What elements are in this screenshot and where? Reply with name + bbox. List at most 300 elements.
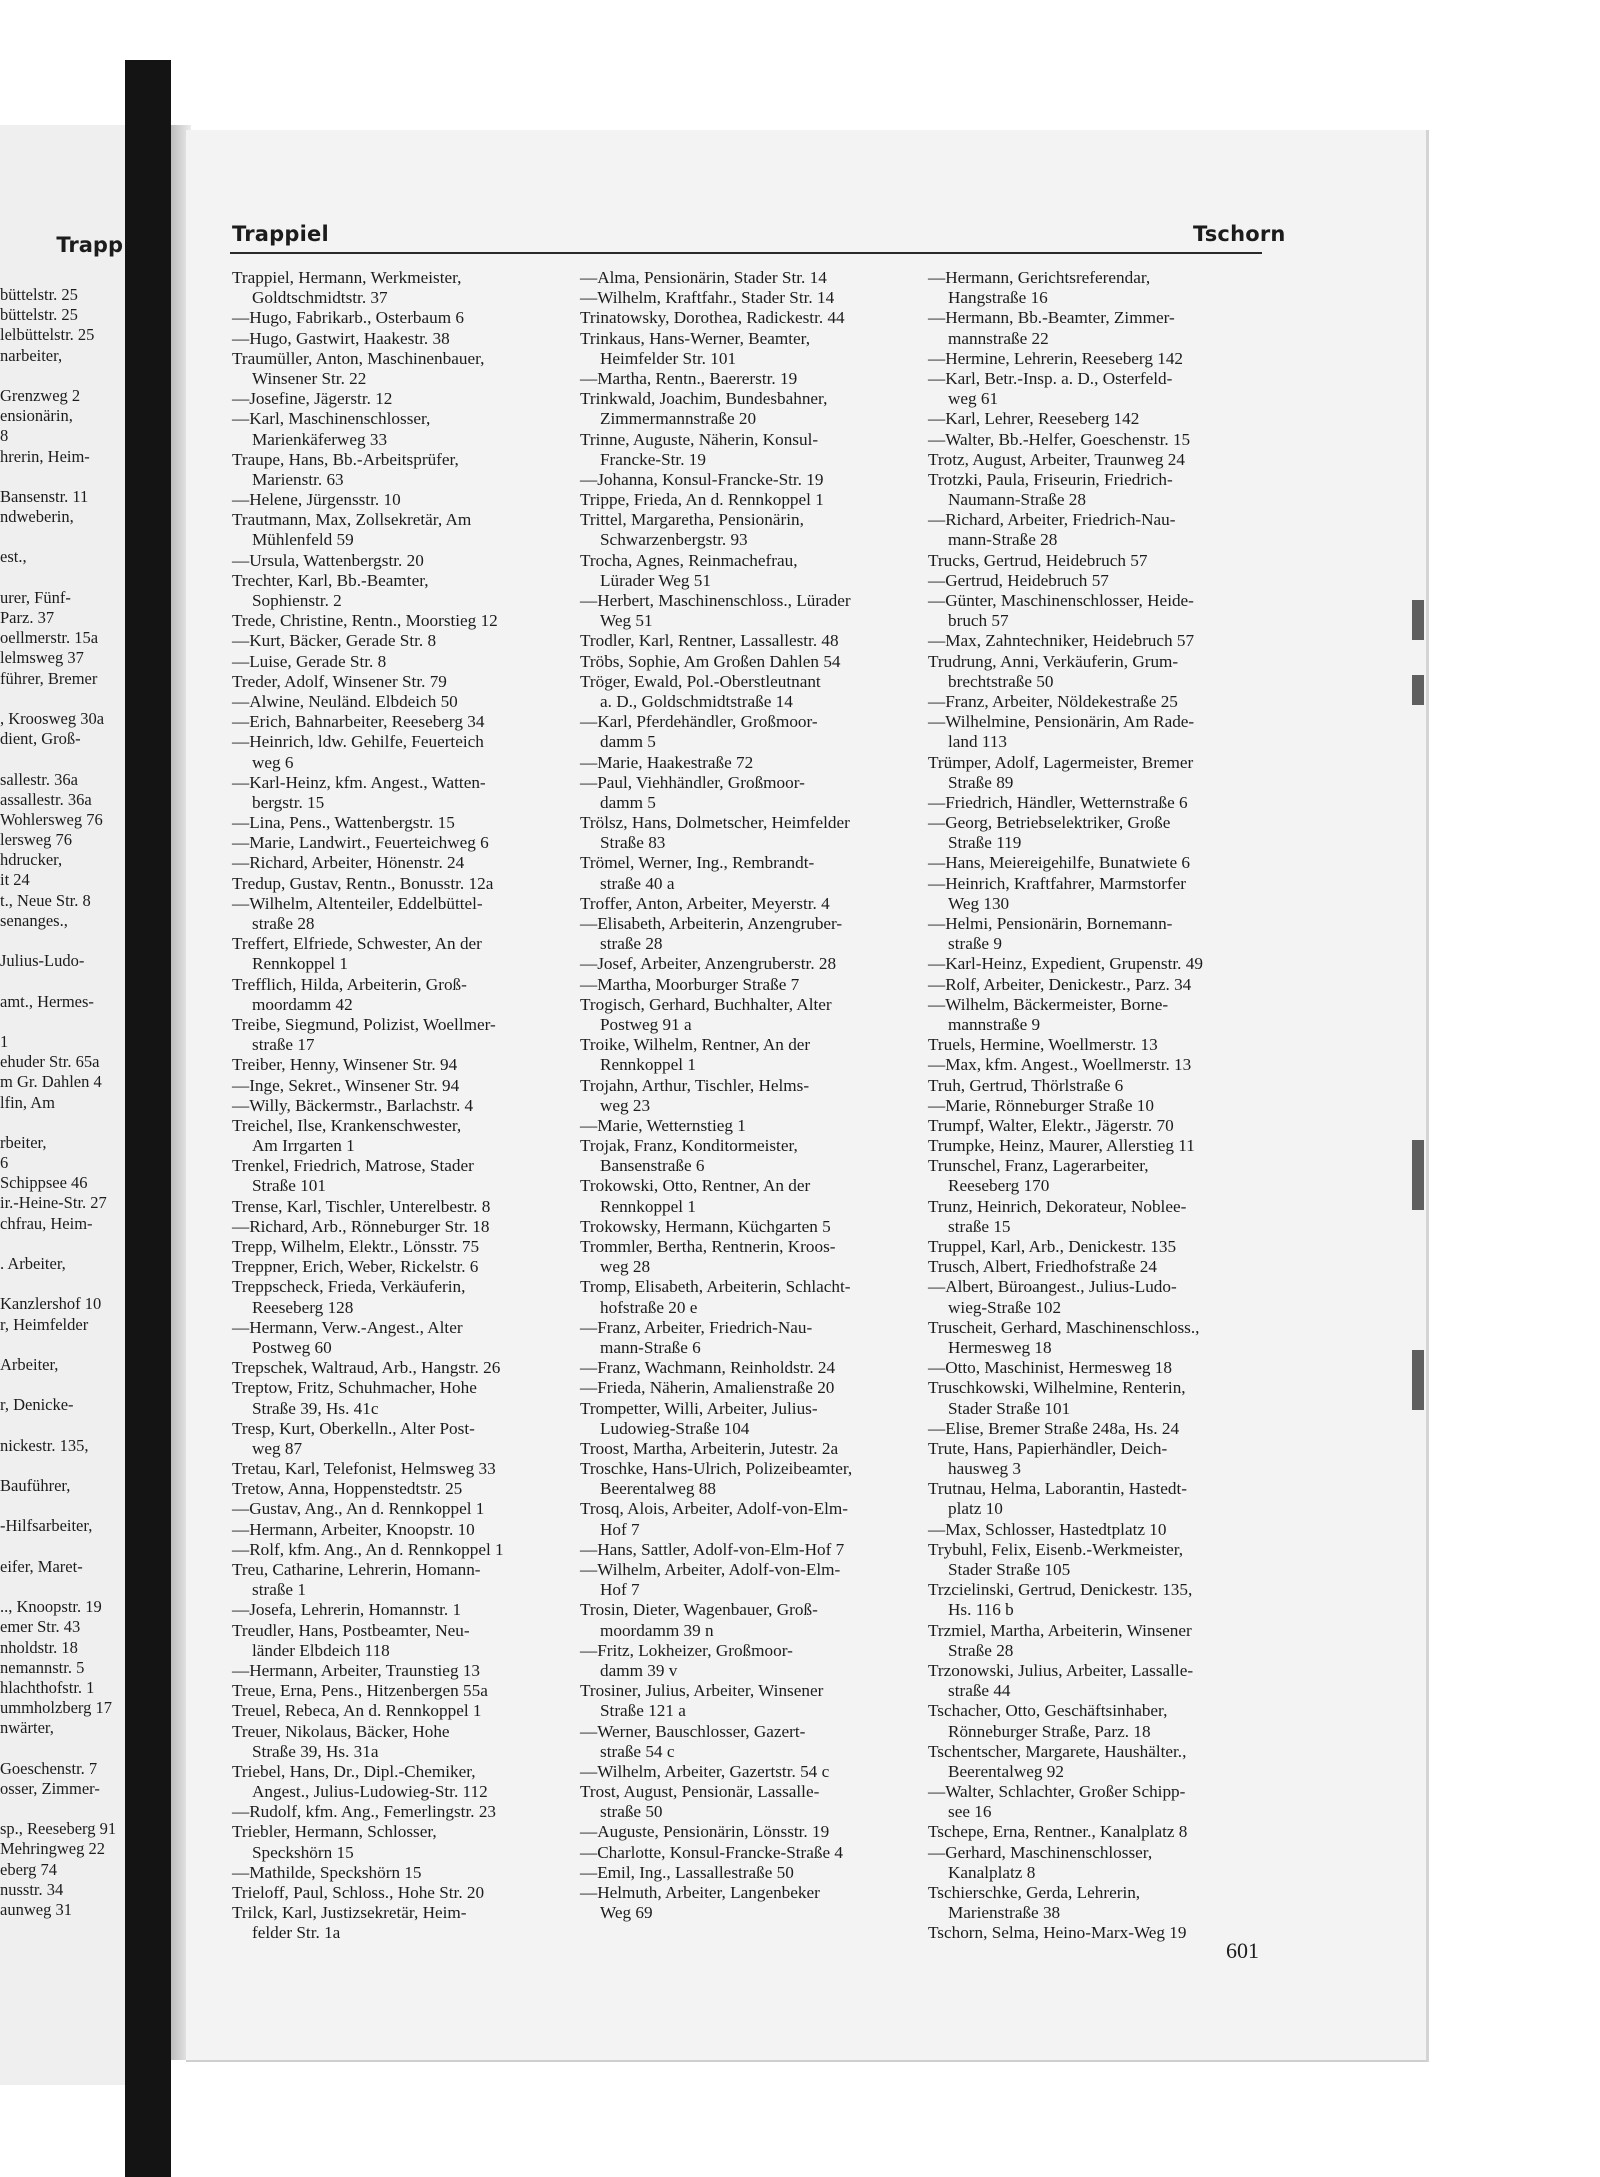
entry-continuation: Weg 69 [600, 1903, 653, 1923]
directory-entry: —Hermann, Arbeiter, Traunstieg 13 [232, 1660, 481, 1680]
entry-continuation: Beerentalweg 88 [600, 1479, 716, 1499]
previous-page-line [0, 467, 125, 487]
directory-entry: Trefflich, Hilda, Arbeiterin, Groß- [232, 974, 467, 994]
directory-entry: —Erich, Bahnarbeiter, Reeseberg 34 [232, 712, 485, 732]
directory-entry: Trinne, Auguste, Näherin, Konsul- [580, 429, 819, 449]
entry-continuation: Angest., Julius-Ludowieg-Str. 112 [252, 1782, 488, 1802]
previous-page-line [0, 1375, 125, 1395]
previous-page-line: Julius-Ludo- [0, 951, 85, 971]
directory-entry: Treppner, Erich, Weber, Rickelstr. 6 [232, 1257, 479, 1277]
entry-continuation: Straße 121 a [600, 1701, 686, 1721]
previous-page-line: m Gr. Dahlen 4 [0, 1072, 102, 1092]
previous-page-line: oellmerstr. 15a [0, 628, 99, 648]
directory-entry: —Richard, Arbeiter, Friedrich-Nau- [928, 510, 1176, 530]
entry-continuation: straße 50 [600, 1802, 663, 1822]
directory-entry: —Martha, Moorburger Straße 7 [580, 974, 800, 994]
entry-continuation: Straße 39, Hs. 31a [252, 1741, 379, 1761]
directory-entry: —Karl-Heinz, kfm. Angest., Watten- [232, 772, 486, 792]
previous-page-line: assallestr. 36a [0, 789, 92, 809]
entry-continuation: Francke-Str. 19 [600, 449, 706, 469]
entry-continuation: Hof 7 [600, 1580, 640, 1600]
previous-page-line: hdrucker, [0, 850, 63, 870]
entry-continuation: wieg-Straße 102 [948, 1297, 1062, 1317]
directory-entry: Treffert, Elfriede, Schwester, An der [232, 934, 482, 954]
directory-entry: —Hermann, Verw.-Angest., Alter [232, 1317, 463, 1337]
directory-entry: Trucks, Gertrud, Heidebruch 57 [928, 550, 1148, 570]
directory-entry: —Ursula, Wattenbergstr. 20 [232, 550, 424, 570]
previous-page-line: Arbeiter, [0, 1354, 59, 1374]
previous-page-line: büttelstr. 25 [0, 305, 78, 325]
directory-entry: Tretow, Anna, Hoppenstedtstr. 25 [232, 1479, 463, 1499]
directory-entry: Trenkel, Friedrich, Matrose, Stader [232, 1156, 474, 1176]
directory-entry: —Frieda, Näherin, Amalienstraße 20 [580, 1378, 835, 1398]
previous-page-line: büttelstr. 25 [0, 285, 78, 304]
previous-page-line: r, Denicke- [0, 1395, 74, 1415]
previous-page-line: Bansenstr. 11 [0, 486, 89, 506]
edge-print-marks [1410, 600, 1426, 1400]
directory-entry: —Josefine, Jägerstr. 12 [232, 389, 393, 409]
directory-entry: —Heinrich, Kraftfahrer, Marmstorfer [928, 873, 1186, 893]
directory-entry: Trojahn, Arthur, Tischler, Helms- [580, 1075, 810, 1095]
directory-entry: Trzonowski, Julius, Arbeiter, Lassalle- [928, 1660, 1194, 1680]
previous-page-line [0, 366, 125, 386]
entry-continuation: straße 28 [252, 914, 315, 933]
entry-continuation: straße 44 [948, 1681, 1011, 1701]
directory-entry: —Marie, Haakestraße 72 [580, 752, 754, 772]
directory-entry: —Max, Zahntechniker, Heidebruch 57 [928, 631, 1195, 651]
previous-page-line: Wohlersweg 76 [0, 809, 103, 829]
directory-entry: Traumüller, Anton, Maschinenbauer, [232, 348, 485, 368]
entry-continuation: Winsener Str. 22 [252, 368, 367, 388]
directory-entry: Trechter, Karl, Bb.-Beamter, [232, 570, 429, 590]
directory-entry: —Rolf, Arbeiter, Denickestr., Parz. 34 [928, 974, 1192, 994]
directory-entry: —Hermine, Lehrerin, Reeseberg 142 [928, 348, 1184, 368]
directory-entry: —Hugo, Gastwirt, Haakestr. 38 [232, 328, 450, 348]
previous-page-line: führer, Bremer [0, 668, 98, 688]
entry-continuation: Lürader Weg 51 [600, 570, 711, 590]
previous-page-line: eifer, Maret- [0, 1556, 83, 1576]
directory-column-3 [928, 268, 1268, 1944]
directory-entry: —Karl, Pferdehändler, Großmoor- [580, 712, 818, 732]
directory-entry: —Helene, Jürgensstr. 10 [232, 490, 401, 510]
entry-continuation: mann-Straße 28 [948, 530, 1058, 550]
entry-continuation: Rennkoppel 1 [252, 954, 348, 974]
previous-page-line: 6 [0, 1153, 9, 1173]
entry-continuation: Reeseberg 128 [252, 1297, 354, 1317]
directory-entry: Trepschek, Waltraud, Arb., Hangstr. 26 [232, 1358, 501, 1378]
entry-continuation: Straße 83 [600, 833, 666, 853]
entry-continuation: Rönneburger Straße, Parz. 18 [948, 1721, 1151, 1741]
previous-page-line: rbeiter, [0, 1132, 47, 1152]
entry-continuation: weg 61 [948, 389, 999, 409]
previous-page-line [0, 568, 125, 588]
entry-continuation: hausweg 3 [948, 1459, 1022, 1479]
entry-continuation: Stader Straße 101 [948, 1398, 1071, 1418]
directory-entry: Tschacher, Otto, Geschäftsinhaber, [928, 1701, 1168, 1721]
previous-page-line: Parz. 37 [0, 608, 55, 627]
previous-page-line [0, 1739, 125, 1759]
entry-continuation: see 16 [948, 1802, 992, 1822]
directory-entry: —Josefa, Lehrerin, Homannstr. 1 [232, 1600, 462, 1620]
entry-continuation: Rennkoppel 1 [600, 1055, 696, 1075]
directory-entry: —Walter, Bb.-Helfer, Goeschenstr. 15 [928, 429, 1191, 449]
previous-page-line [0, 1234, 125, 1254]
directory-entry: —Max, kfm. Angest., Woellmerstr. 13 [928, 1055, 1192, 1075]
previous-page-line [0, 1577, 125, 1597]
previous-page-line [0, 1799, 125, 1819]
directory-entry: Tschorn, Selma, Heino-Marx-Weg 19 [928, 1923, 1187, 1943]
entry-continuation: Postweg 60 [252, 1337, 332, 1357]
entry-continuation: straße 54 c [600, 1741, 675, 1761]
entry-continuation: Marienstr. 63 [252, 469, 344, 489]
directory-entry: Trömel, Werner, Ing., Rembrandt- [580, 853, 815, 873]
entry-continuation: Weg 51 [600, 611, 653, 631]
directory-entry: Tretau, Karl, Telefonist, Helmsweg 33 [232, 1459, 496, 1479]
entry-continuation: weg 87 [252, 1438, 303, 1458]
directory-entry: Tröger, Ewald, Pol.-Oberstleutnant [580, 671, 821, 691]
directory-entry: Troschke, Hans-Ulrich, Polizeibeamter, [580, 1459, 853, 1479]
directory-entry: —Karl-Heinz, Expedient, Grupenstr. 49 [928, 954, 1203, 974]
directory-entry: Troost, Martha, Arbeiterin, Jutestr. 2a [580, 1438, 839, 1458]
directory-entry: —Martha, Rentn., Baererstr. 19 [580, 368, 798, 388]
directory-entry: Trokowsky, Hermann, Küchgarten 5 [580, 1216, 831, 1236]
directory-entry: Treuer, Nikolaus, Bäcker, Hohe [232, 1721, 450, 1741]
previous-page-line: lelmsweg 37 [0, 648, 84, 668]
entry-continuation: Postweg 91 a [600, 1014, 692, 1034]
directory-entry: Traupe, Hans, Bb.-Arbeitsprüfer, [232, 449, 459, 469]
previous-page-line: Schippsee 46 [0, 1173, 88, 1193]
directory-entry: Trompetter, Willi, Arbeiter, Julius- [580, 1398, 818, 1418]
directory-entry: Trumpke, Heinz, Maurer, Allerstieg 11 [928, 1136, 1195, 1156]
directory-entry: Trepp, Wilhelm, Elektr., Lönsstr. 75 [232, 1237, 480, 1256]
entry-continuation: weg 28 [600, 1257, 651, 1277]
directory-entry: Trzmiel, Martha, Arbeiterin, Winsener [928, 1620, 1192, 1640]
previous-page-line: it 24 [0, 870, 30, 890]
directory-entry: —Hermann, Gerichtsreferendar, [928, 268, 1151, 287]
directory-entry: —Wilhelm, Altenteiler, Eddelbüttel- [232, 893, 483, 913]
previous-page-line: emer Str. 43 [0, 1617, 81, 1637]
entry-continuation: Straße 89 [948, 772, 1014, 792]
directory-entry: —Max, Schlosser, Hastedtplatz 10 [928, 1519, 1167, 1539]
directory-entry: Truh, Gertrud, Thörlstraße 6 [928, 1075, 1124, 1095]
entry-continuation: Straße 119 [948, 833, 1022, 853]
directory-entry: Tschepe, Erna, Rentner., Kanalplatz 8 [928, 1822, 1188, 1842]
header-rule [230, 252, 1262, 254]
entry-continuation: Marienstraße 38 [948, 1903, 1061, 1923]
entry-continuation: land 113 [948, 732, 1008, 752]
entry-continuation: straße 40 a [600, 873, 675, 893]
directory-entry: —Elise, Bremer Straße 248a, Hs. 24 [928, 1418, 1180, 1438]
directory-entry: Tredup, Gustav, Rentn., Bonusstr. 12a [232, 873, 494, 893]
previous-page-line: nickestr. 135, [0, 1435, 89, 1455]
directory-entry: —Hugo, Fabrikarb., Osterbaum 6 [232, 308, 464, 328]
entry-continuation: mann-Straße 6 [600, 1337, 701, 1357]
entry-continuation: moordamm 42 [252, 994, 353, 1014]
directory-entry: —Otto, Maschinist, Hermesweg 18 [928, 1358, 1172, 1378]
directory-entry: —Hermann, Arbeiter, Knoopstr. 10 [232, 1519, 475, 1539]
entry-continuation: a. D., Goldschmidtstraße 14 [600, 691, 793, 711]
directory-entry: Tromp, Elisabeth, Arbeiterin, Schlacht- [580, 1277, 851, 1297]
previous-page-line: sp., Reeseberg 91 [0, 1819, 117, 1839]
previous-page-line: . Arbeiter, [0, 1254, 66, 1273]
previous-page-line: Bauführer, [0, 1476, 71, 1496]
previous-page-line [0, 931, 125, 951]
directory-entry: Truschkowski, Wilhelmine, Renterin, [928, 1378, 1186, 1398]
directory-entry: Trosiner, Julius, Arbeiter, Winsener [580, 1681, 824, 1701]
directory-entry: Trotz, August, Arbeiter, Traunweg 24 [928, 449, 1185, 469]
directory-entry: —Gertrud, Heidebruch 57 [928, 570, 1109, 590]
directory-entry: Trojak, Franz, Konditormeister, [580, 1136, 798, 1156]
entry-continuation: Hermesweg 18 [948, 1337, 1052, 1357]
previous-page-line: nemannstr. 5 [0, 1657, 85, 1677]
directory-entry: Trost, August, Pensionär, Lassalle- [580, 1782, 820, 1802]
directory-entry: —Rolf, kfm. Ang., An d. Rennkoppel 1 [232, 1539, 504, 1559]
previous-page-line: lfin, Am [0, 1092, 56, 1112]
directory-entry: —Friedrich, Händler, Wetternstraße 6 [928, 792, 1188, 812]
entry-continuation: damm 39 v [600, 1660, 678, 1680]
directory-entry: —Lina, Pens., Wattenbergstr. 15 [232, 813, 455, 833]
directory-entry: —Wilhelm, Arbeiter, Gazertstr. 54 c [580, 1761, 830, 1781]
directory-entry: Trinkwald, Joachim, Bundesbahner, [580, 389, 828, 409]
previous-page-line [0, 1496, 125, 1516]
book-spine [125, 60, 171, 2177]
directory-entry: Trogisch, Gerhard, Buchhalter, Alter [580, 994, 832, 1014]
directory-entry: —Mathilde, Speckshörn 15 [232, 1862, 422, 1882]
directory-entry: —Richard, Arbeiter, Hönenstr. 24 [232, 853, 465, 873]
directory-entry: —Walter, Schlachter, Großer Schipp- [928, 1782, 1186, 1802]
directory-entry: —Wilhelm, Bäckermeister, Borne- [928, 994, 1169, 1014]
directory-entry: —Werner, Bauschlosser, Gazert- [580, 1721, 806, 1741]
page-number: 601 [1226, 1938, 1259, 1963]
previous-page-line [0, 689, 125, 709]
previous-page-line: sallestr. 36a [0, 769, 78, 789]
directory-entry: Trudrung, Anni, Verkäuferin, Grum- [928, 651, 1179, 671]
directory-entry: —Hermann, Bb.-Beamter, Zimmer- [928, 308, 1175, 328]
directory-entry: —Charlotte, Konsul-Francke-Straße 4 [580, 1842, 843, 1862]
directory-entry: Trappiel, Hermann, Werkmeister, [232, 268, 462, 287]
directory-entry: Troffer, Anton, Arbeiter, Meyerstr. 4 [580, 893, 830, 913]
previous-page-line [0, 1012, 125, 1032]
directory-entry: —Alwine, Neuländ. Elbdeich 50 [232, 691, 458, 711]
entry-continuation: mannstraße 22 [948, 328, 1049, 348]
directory-entry: Troike, Wilhelm, Rentner, An der [580, 1035, 811, 1055]
entry-continuation: mannstraße 9 [948, 1014, 1041, 1034]
directory-entry: —Alma, Pensionärin, Stader Str. 14 [580, 268, 827, 287]
directory-entry: —Auguste, Pensionärin, Lönsstr. 19 [580, 1822, 830, 1842]
directory-entry: Truscheit, Gerhard, Maschinenschloss., [928, 1317, 1200, 1337]
directory-entry: Treptow, Fritz, Schuhmacher, Hohe [232, 1378, 477, 1398]
previous-page-line: 8 [0, 426, 9, 446]
previous-page-line: Mehringweg 22 [0, 1839, 105, 1859]
previous-page-lines [0, 285, 125, 1920]
entry-continuation: Straße 28 [948, 1640, 1014, 1660]
previous-page-line: senanges., [0, 910, 68, 930]
entry-continuation: Naumann-Straße 28 [948, 490, 1086, 510]
directory-entry: —Albert, Büroangest., Julius-Ludo- [928, 1277, 1177, 1297]
previous-page-line: urer, Fünf- [0, 587, 71, 607]
previous-page-line: hlachthofstr. 1 [0, 1677, 95, 1697]
previous-page-line [0, 749, 125, 769]
entry-continuation: Speckshörn 15 [252, 1842, 354, 1862]
directory-entry: —Franz, Wachmann, Reinholdstr. 24 [580, 1358, 836, 1378]
directory-entry: Tröbs, Sophie, Am Großen Dahlen 54 [580, 651, 841, 671]
directory-entry: Treppscheck, Frieda, Verkäuferin, [232, 1277, 466, 1297]
entry-continuation: Mühlenfeld 59 [252, 530, 354, 550]
previous-page-line: lelbüttelstr. 25 [0, 325, 95, 345]
entry-continuation: Am Irrgarten 1 [252, 1136, 355, 1156]
directory-column-1 [232, 268, 537, 1944]
previous-page-line: ir.-Heine-Str. 27 [0, 1193, 107, 1213]
previous-page-line: -Hilfsarbeiter, [0, 1516, 93, 1536]
entry-continuation: straße 9 [948, 934, 1002, 954]
previous-page-line: nusstr. 34 [0, 1879, 64, 1899]
directory-entry: —Elisabeth, Arbeiterin, Anzengruber- [580, 914, 843, 933]
entry-continuation: bergstr. 15 [252, 792, 325, 812]
previous-page-line: lersweg 76 [0, 830, 72, 850]
entry-continuation: Reeseberg 170 [948, 1176, 1050, 1196]
directory-entry: —Georg, Betriebselektriker, Große [928, 813, 1171, 833]
directory-entry: —Fritz, Lokheizer, Großmoor- [580, 1640, 793, 1660]
entry-continuation: weg 6 [252, 752, 294, 772]
directory-entry: —Helmi, Pensionärin, Bornemann- [928, 914, 1173, 933]
previous-page-line: nwärter, [0, 1718, 54, 1738]
directory-entry: Trokowski, Otto, Rentner, An der [580, 1176, 811, 1196]
directory-entry: —Karl, Maschinenschlosser, [232, 409, 431, 429]
directory-entry: Treudler, Hans, Postbeamter, Neu- [232, 1620, 470, 1640]
directory-entry: —Marie, Landwirt., Feuerteichweg 6 [232, 833, 489, 853]
directory-entry: —Franz, Arbeiter, Friedrich-Nau- [580, 1317, 813, 1337]
previous-page-line: ndweberin, [0, 507, 74, 527]
entry-continuation: Zimmermannstraße 20 [600, 409, 757, 429]
directory-entry: Trute, Hans, Papierhändler, Deich- [928, 1438, 1168, 1458]
previous-page-line: Grenzweg 2 [0, 385, 81, 405]
entry-continuation: Hangstraße 16 [948, 288, 1048, 308]
directory-entry: Trodler, Karl, Rentner, Lassallestr. 48 [580, 631, 839, 651]
directory-entry: —Hans, Meiereigehilfe, Bunatwiete 6 [928, 853, 1191, 873]
directory-entry: Trusch, Albert, Friedhofstraße 24 [928, 1257, 1157, 1277]
entry-continuation: bruch 57 [948, 611, 1009, 631]
directory-entry: Treu, Catharine, Lehrerin, Homann- [232, 1560, 481, 1579]
directory-entry: Trzcielinski, Gertrud, Denickestr. 135, [928, 1580, 1193, 1600]
directory-entry: Trosin, Dieter, Wagenbauer, Groß- [580, 1600, 818, 1620]
directory-entry: Trinatowsky, Dorothea, Radickestr. 44 [580, 308, 845, 328]
previous-page-line [0, 971, 125, 991]
directory-entry: Trölsz, Hans, Dolmetscher, Heimfelder [580, 813, 850, 833]
previous-page-line [0, 1335, 125, 1355]
previous-page-line: chfrau, Heim- [0, 1213, 93, 1233]
directory-entry: Trommler, Bertha, Rentnerin, Kroos- [580, 1237, 836, 1256]
directory-entry: Treiber, Henny, Winsener Str. 94 [232, 1055, 458, 1075]
directory-entry: —Rudolf, kfm. Ang., Femerlingstr. 23 [232, 1802, 497, 1822]
entry-continuation: Kanalplatz 8 [948, 1862, 1036, 1882]
entry-continuation: straße 1 [252, 1580, 306, 1600]
directory-entry: Trosq, Alois, Arbeiter, Adolf-von-Elm- [580, 1499, 848, 1519]
entry-continuation: länder Elbdeich 118 [252, 1640, 390, 1660]
previous-page-line: ensionärin, [0, 406, 73, 426]
directory-entry: —Emil, Ing., Lassallestraße 50 [580, 1862, 794, 1882]
previous-page-line: osser, Zimmer- [0, 1778, 100, 1798]
entry-continuation: Heimfelder Str. 101 [600, 348, 737, 368]
entry-continuation: Hof 7 [600, 1519, 640, 1539]
entry-continuation: Hs. 116 b [948, 1600, 1014, 1620]
directory-entry: Trense, Karl, Tischler, Unterelbestr. 8 [232, 1196, 491, 1216]
directory-entry: —Günter, Maschinenschlosser, Heide- [928, 591, 1194, 610]
entry-continuation: moordamm 39 n [600, 1620, 714, 1640]
previous-page-line: narbeiter, [0, 345, 63, 365]
directory-entry: —Heinrich, ldw. Gehilfe, Feuerteich [232, 732, 484, 752]
directory-entry: —Karl, Lehrer, Reeseberg 142 [928, 409, 1140, 429]
directory-entry: —Richard, Arb., Rönneburger Str. 18 [232, 1216, 490, 1236]
entry-continuation: Rennkoppel 1 [600, 1196, 696, 1216]
directory-entry: Triebel, Hans, Dr., Dipl.-Chemiker, [232, 1761, 476, 1781]
previous-page-line: aunweg 31 [0, 1900, 72, 1919]
directory-entry: —Hans, Sattler, Adolf-von-Elm-Hof 7 [580, 1539, 845, 1559]
previous-page-line: , Kroosweg 30a [0, 708, 105, 728]
directory-entry: —Luise, Gerade Str. 8 [232, 651, 387, 671]
previous-page-line: 1 [0, 1031, 9, 1051]
directory-entry: Trumpf, Walter, Elektr., Jägerstr. 70 [928, 1115, 1174, 1135]
directory-entry: —Helmuth, Arbeiter, Langenbeker [580, 1883, 820, 1902]
directory-entry: —Karl, Betr.-Insp. a. D., Osterfeld- [928, 368, 1173, 388]
directory-entry: Trybuhl, Felix, Eisenb.-Werkmeister, [928, 1539, 1184, 1559]
running-header-left: Trappiel [232, 222, 329, 246]
directory-entry: Truels, Hermine, Woellmerstr. 13 [928, 1035, 1158, 1055]
entry-continuation: Bansenstraße 6 [600, 1156, 705, 1176]
directory-entry: —Inge, Sekret., Winsener Str. 94 [232, 1075, 460, 1095]
entry-continuation: straße 17 [252, 1035, 315, 1055]
directory-entry: Trümper, Adolf, Lagermeister, Bremer [928, 752, 1194, 772]
directory-entry: Trotzki, Paula, Friseurin, Friedrich- [928, 469, 1173, 489]
previous-page-line: r, Heimfelder [0, 1314, 89, 1334]
directory-entry: Treichel, Ilse, Krankenschwester, [232, 1115, 462, 1135]
directory-entry: —Johanna, Konsul-Francke-Str. 19 [580, 469, 824, 489]
directory-entry: —Willy, Bäckermstr., Barlachstr. 4 [232, 1095, 474, 1115]
entry-continuation: damm 5 [600, 792, 656, 812]
previous-page-line [0, 527, 125, 547]
directory-entry: Trocha, Agnes, Reinmachefrau, [580, 550, 798, 570]
running-header-right: Tschorn [1193, 222, 1286, 246]
directory-entry: Tschentscher, Margarete, Haushälter., [928, 1741, 1187, 1761]
previous-page-line [0, 1113, 125, 1133]
entry-continuation: Beerentalweg 92 [948, 1761, 1064, 1781]
directory-entry: Trutnau, Helma, Laborantin, Hastedt- [928, 1479, 1188, 1499]
entry-continuation: straße 28 [600, 934, 663, 954]
previous-page-line: t., Neue Str. 8 [0, 890, 91, 910]
directory-entry: Trunschel, Franz, Lagerarbeiter, [928, 1156, 1149, 1176]
directory-entry: —Franz, Arbeiter, Nöldekestraße 25 [928, 691, 1178, 711]
entry-continuation: hofstraße 20 e [600, 1297, 698, 1317]
entry-continuation: weg 23 [600, 1095, 651, 1115]
entry-continuation: Schwarzenbergstr. 93 [600, 530, 748, 550]
directory-entry: Trilck, Karl, Justizsekretär, Heim- [232, 1903, 467, 1923]
entry-continuation: felder Str. 1a [252, 1923, 341, 1943]
entry-continuation: Marienkäferweg 33 [252, 429, 388, 449]
entry-continuation: brechtstraße 50 [948, 671, 1054, 691]
directory-entry: Treuel, Rebeca, An d. Rennkoppel 1 [232, 1701, 482, 1721]
directory-entry: —Gerhard, Maschinenschlosser, [928, 1842, 1153, 1862]
directory-entry: Treder, Adolf, Winsener Str. 79 [232, 671, 447, 691]
directory-entry: Trieloff, Paul, Schloss., Hohe Str. 20 [232, 1883, 485, 1902]
directory-entry: Truppel, Karl, Arb., Denickestr. 135 [928, 1237, 1177, 1256]
previous-page-header: Trapp [56, 233, 123, 257]
previous-page-line: Kanzlershof 10 [0, 1294, 102, 1314]
entry-continuation: Stader Straße 105 [948, 1560, 1071, 1579]
entry-continuation: Straße 101 [252, 1176, 326, 1196]
entry-continuation: Sophienstr. 2 [252, 591, 342, 610]
directory-entry: —Marie, Wetternstieg 1 [580, 1115, 746, 1135]
previous-page-line: ehuder Str. 65a [0, 1052, 100, 1072]
directory-entry: —Wilhelm, Kraftfahr., Stader Str. 14 [580, 288, 835, 308]
